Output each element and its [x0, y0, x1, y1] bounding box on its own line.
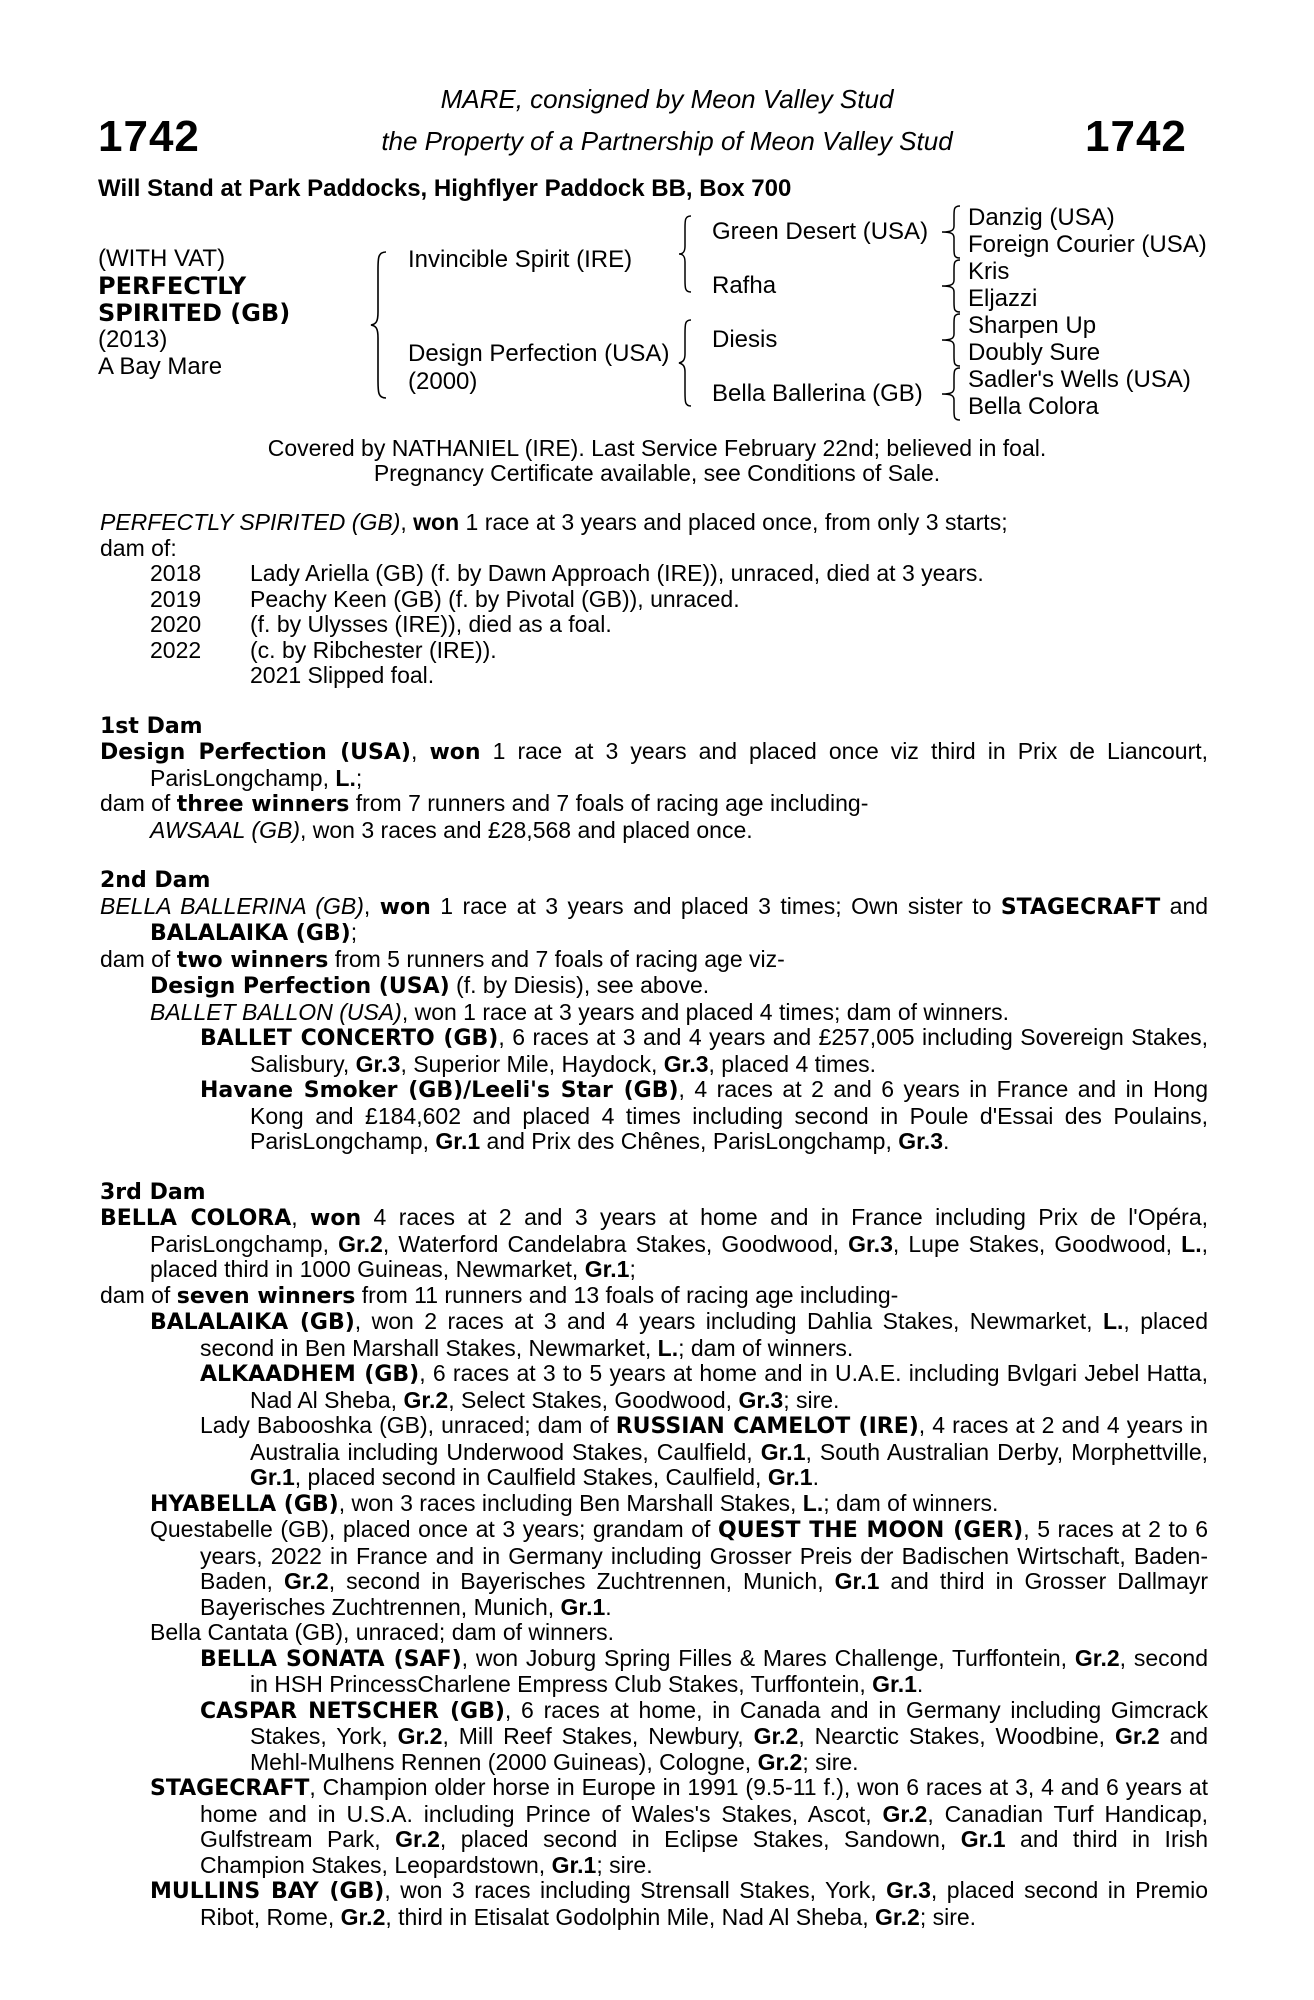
- pedigree-dam-dam: Bella Ballerina (GB): [712, 380, 923, 407]
- third-dam-entry: BELLA COLORA, won 4 races at 2 and 3 years at home and in France including Prix de l'Opéra, ParisLongchamp, Gr.2, Waterford Candelabra Stakes, Goodwood, Gr.3, Lupe Stakes, Goodwood, L., placed third in 1000 Guineas, Newmarket, Gr.1;: [100, 1204, 1209, 1282]
- horse-description: A Bay Mare: [98, 353, 223, 380]
- pedigree-brace-dam: [678, 318, 694, 408]
- intro-dam-of: dam of:: [100, 534, 177, 561]
- stand-location: Will Stand at Park Paddocks, Highflyer Paddock BB, Box 700: [98, 175, 792, 202]
- pedigree-sire-sire: Green Desert (USA): [712, 218, 929, 245]
- first-dam-produce: dam of three winners from 7 runners and 7 foals of racing age including-: [100, 790, 869, 817]
- produce-lady-babooshka: Lady Babooshka (GB), unraced; dam of RUSSIAN CAMELOT (IRE), 4 races at 2 and 4 years in Australia including Underwood Stakes, Caulfield, Gr.1, South Australian Derby, Morphettville, Gr.1, placed second in Caulfield Stakes, Caulfield, Gr.1.: [200, 1412, 1208, 1490]
- pedigree-dam-year: (2000): [408, 368, 478, 395]
- pedigree-g3-7: Sadler's Wells (USA): [968, 366, 1191, 393]
- pedigree-g3-8: Bella Colora: [968, 393, 1099, 420]
- foal-row: 2022 (c. by Ribchester (IRE)).: [150, 636, 497, 663]
- pedigree-g3-4: Eljazzi: [968, 285, 1038, 312]
- produce-caspar-netscher: CASPAR NETSCHER (GB), 6 races at home, in Canada and in Germany including Gimcrack Stakes, York, Gr.2, Mill Reef Stakes, Newbury, Gr.2, Nearctic Stakes, Woodbine, Gr.2 and Mehl-Mulhens Rennen (2000 Guineas), Cologne, Gr.2; sire.: [200, 1696, 1208, 1775]
- property-line: the Property of a Partnership of Meon Valley Stud: [381, 126, 953, 156]
- foal-row: 2021 Slipped foal.: [250, 662, 435, 688]
- produce-stagecraft: STAGECRAFT, Champion older horse in Europe in 1991 (9.5-11 f.), won 6 races at 3, 4 and 6 years at home and in U.S.A. including Prince of Wales's Stakes, Ascot, Gr.2, Canadian Turf Handicap, Gulfstream Park, Gr.2, placed second in Eclipse Stakes, Sandown, Gr.1 and third in Irish Champion Stakes, Leopardstown, Gr.1; sire.: [150, 1774, 1209, 1878]
- produce-awsaal: AWSAAL (GB), won 3 races and £28,568 and placed once.: [150, 816, 753, 843]
- produce-balalaika: BALALAIKA (GB), won 2 races at 3 and 4 years including Dahlia Stakes, Newmarket, L., placed second in Ben Marshall Stakes, Newmarket, L.; dam of winners.: [150, 1308, 1208, 1361]
- covered-line2: Pregnancy Certificate available, see Conditions of Sale.: [373, 460, 941, 486]
- pedigree-brace-g3-2: [940, 258, 970, 314]
- pedigree-g3-2: Foreign Courier (USA): [968, 231, 1207, 258]
- second-dam-produce: dam of two winners from 5 runners and 7 foals of racing age viz-: [100, 945, 785, 973]
- pedigree-g3-3: Kris: [968, 258, 1010, 285]
- pedigree-brace-g3-4: [940, 366, 970, 422]
- pedigree-dam-sire: Diesis: [712, 326, 778, 353]
- pedigree-g3-6: Doubly Sure: [968, 339, 1101, 366]
- produce-hyabella: HYABELLA (GB), won 3 races including Ben Marshall Stakes, L.; dam of winners.: [150, 1489, 999, 1517]
- third-dam-produce: dam of seven winners from 11 runners and 13 foals of racing age including-: [100, 1281, 899, 1309]
- vat-note: (WITH VAT): [98, 245, 226, 272]
- intro-line: PERFECTLY SPIRITED (GB), won 1 race at 3 years and placed once, from only 3 starts;: [100, 509, 1008, 535]
- produce-design-perfection: Design Perfection (USA) (f. by Diesis), see above.: [150, 972, 710, 999]
- foal-row: 2020 (f. by Ulysses (IRE)), died as a foal.: [150, 611, 612, 637]
- first-dam-entry: Design Perfection (USA), won 1 race at 3 years and placed once viz third in Prix de Liancourt, ParisLongchamp, L.;: [100, 738, 1209, 791]
- section-second-dam: 2nd Dam: [100, 868, 211, 893]
- pedigree-sire: Invincible Spirit (IRE): [408, 246, 633, 273]
- horse-name-line2: SPIRITED (GB): [98, 299, 291, 327]
- catalogue-body: [100, 510, 1208, 1930]
- pedigree-brace-main: [370, 250, 390, 400]
- lot-number-right: 1742: [1085, 112, 1187, 161]
- produce-ballet-ballon: BALLET BALLON (USA), won 1 race at 3 years and placed 4 times; dam of winners.: [150, 998, 1010, 1025]
- foal-row: 2019 Peachy Keen (GB) (f. by Pivotal (GB)), unraced.: [150, 585, 740, 612]
- horse-year: (2013): [98, 326, 168, 353]
- second-dam-entry: BELLA BALLERINA (GB), won 1 race at 3 years and placed 3 times; Own sister to STAGECRAFT and BALALAIKA (GB);: [100, 892, 1209, 946]
- section-third-dam: 3rd Dam: [100, 1179, 206, 1205]
- pedigree-sire-dam: Rafha: [712, 272, 777, 299]
- produce-alkaadhem: ALKAADHEM (GB), 6 races at 3 to 5 years at home and in U.A.E. including Bvlgari Jebel Hatta, Nad Al Sheba, Gr.2, Select Stakes, Goodwood, Gr.3; sire.: [200, 1360, 1208, 1413]
- section-first-dam: 1st Dam: [100, 713, 203, 739]
- lot-number-left: 1742: [98, 112, 200, 161]
- produce-bella-cantata: Bella Cantata (GB), unraced; dam of winners.: [150, 1619, 615, 1645]
- produce-bella-sonata: BELLA SONATA (SAF), won Joburg Spring Filles & Mares Challenge, Turffontein, Gr.2, second in HSH PrincessCharlene Empress Club Stakes, Turffontein, Gr.1.: [200, 1644, 1209, 1697]
- pedigree-g3-1: Danzig (USA): [968, 204, 1115, 231]
- pedigree-g3-5: Sharpen Up: [968, 312, 1097, 339]
- pedigree-brace-g3-1: [940, 204, 970, 260]
- pedigree-brace-g3-3: [940, 312, 970, 368]
- consignor-line: MARE, consigned by Meon Valley Stud: [440, 84, 894, 114]
- produce-havane-smoker: Havane Smoker (GB)/Leeli's Star (GB), 4 races at 2 and 6 years in France and in Hong Kong and £184,602 and placed 4 times including second in Poule d'Essai des Poulains, ParisLongchamp, Gr.1 and Prix des Chênes, ParisLongchamp, Gr.3.: [200, 1076, 1209, 1154]
- pedigree-dam: Design Perfection (USA): [408, 340, 670, 367]
- produce-ballet-concerto: BALLET CONCERTO (GB), 6 races at 3 and 4 years and £257,005 including Sovereign Stakes, Salisbury, Gr.3, Superior Mile, Haydock, Gr.3, placed 4 times.: [200, 1024, 1209, 1077]
- covered-line1: Covered by NATHANIEL (IRE). Last Service February 22nd; believed in foal.: [267, 435, 1047, 461]
- horse-name-line1: PERFECTLY: [98, 272, 247, 300]
- produce-questabelle: Questabelle (GB), placed once at 3 years; grandam of QUEST THE MOON (GER), 5 races at 2 to 6 years, 2022 in France and in Germany including Grosser Preis der Badischen Wirtschaft, Baden-Baden, Gr.2, second in Bayerisches Zuchtrennen, Munich, Gr.1 and third in Grosser Dallmayr Bayerisches Zuchtrennen, Munich, Gr.1.: [150, 1516, 1209, 1620]
- foal-row: 2018 Lady Ariella (GB) (f. by Dawn Approach (IRE)), unraced, died at 3 years.: [150, 560, 984, 586]
- produce-mullins-bay: MULLINS BAY (GB), won 3 races including Strensall Stakes, York, Gr.3, placed second in Premio Ribot, Rome, Gr.2, third in Etisalat Godolphin Mile, Nad Al Sheba, Gr.2; sire.: [150, 1877, 1209, 1930]
- pedigree-brace-sire: [678, 214, 694, 294]
